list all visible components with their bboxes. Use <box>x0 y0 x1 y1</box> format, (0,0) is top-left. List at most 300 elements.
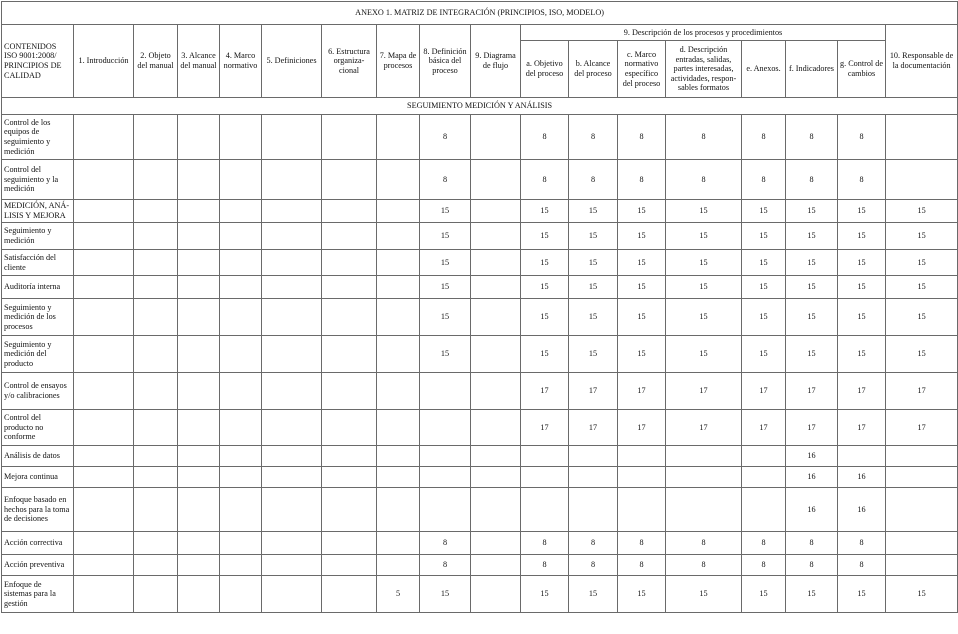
matrix-cell: 15 <box>666 576 742 613</box>
matrix-cell: 15 <box>420 223 471 250</box>
matrix-cell <box>74 373 134 410</box>
matrix-cell <box>377 532 420 555</box>
row-label: Seguimiento y medición de los procesos <box>2 299 74 336</box>
header-descripcion-procesos: 9. Descripción de los procesos y procedimientos <box>521 25 886 41</box>
matrix-cell: 15 <box>618 276 666 299</box>
matrix-cell <box>74 410 134 446</box>
matrix-cell <box>322 532 377 555</box>
matrix-cell <box>471 276 521 299</box>
matrix-cell: 15 <box>742 576 786 613</box>
table-row <box>2 223 958 250</box>
matrix-cell: 8 <box>569 115 618 160</box>
matrix-cell <box>178 576 220 613</box>
matrix-cell <box>742 446 786 467</box>
matrix-cell: 8 <box>786 555 838 576</box>
matrix-cell <box>377 410 420 446</box>
matrix-cell: 15 <box>569 336 618 373</box>
table-row <box>2 532 958 555</box>
matrix-cell <box>74 160 134 200</box>
row-label: Control de ensayos y/o calibraciones <box>2 373 74 410</box>
matrix-cell <box>886 160 958 200</box>
matrix-cell <box>178 276 220 299</box>
matrix-cell <box>74 488 134 532</box>
matrix-cell: 15 <box>521 336 569 373</box>
matrix-cell <box>886 488 958 532</box>
matrix-cell <box>471 467 521 488</box>
matrix-cell: 15 <box>618 223 666 250</box>
header-anexos: e. Anexos. <box>742 41 786 98</box>
matrix-cell <box>322 200 377 223</box>
row-label: Seguimiento y medición <box>2 223 74 250</box>
matrix-cell <box>569 446 618 467</box>
matrix-cell <box>74 532 134 555</box>
matrix-cell <box>178 115 220 160</box>
matrix-cell: 15 <box>786 336 838 373</box>
matrix-cell: 8 <box>786 115 838 160</box>
matrix-cell: 15 <box>886 336 958 373</box>
matrix-cell <box>322 446 377 467</box>
matrix-cell <box>220 467 262 488</box>
matrix-cell <box>178 410 220 446</box>
matrix-cell <box>569 488 618 532</box>
matrix-cell <box>220 115 262 160</box>
table-row <box>2 250 958 276</box>
matrix-cell <box>134 200 178 223</box>
matrix-cell <box>377 467 420 488</box>
matrix-cell: 17 <box>666 410 742 446</box>
matrix-cell: 15 <box>838 336 886 373</box>
matrix-cell: 15 <box>666 276 742 299</box>
matrix-cell <box>262 467 322 488</box>
matrix-cell: 15 <box>420 276 471 299</box>
matrix-cell: 8 <box>838 532 886 555</box>
row-label: Enfoque de sistemas para la gestión <box>2 576 74 613</box>
matrix-cell: 15 <box>666 336 742 373</box>
matrix-cell: 15 <box>742 223 786 250</box>
matrix-cell: 15 <box>569 299 618 336</box>
matrix-cell: 17 <box>786 373 838 410</box>
matrix-cell <box>322 336 377 373</box>
matrix-cell <box>74 576 134 613</box>
matrix-cell: 17 <box>618 410 666 446</box>
matrix-cell: 16 <box>786 446 838 467</box>
table-row <box>2 576 958 613</box>
row-label: Análisis de datos <box>2 446 74 467</box>
matrix-cell: 8 <box>786 532 838 555</box>
matrix-cell <box>178 373 220 410</box>
matrix-cell <box>420 410 471 446</box>
matrix-cell <box>666 488 742 532</box>
header-introduccion: 1. Introducción <box>74 25 134 98</box>
matrix-cell <box>134 250 178 276</box>
matrix-cell <box>618 446 666 467</box>
matrix-cell <box>178 446 220 467</box>
table-row <box>2 446 958 467</box>
table-row <box>2 467 958 488</box>
matrix-cell <box>471 532 521 555</box>
matrix-cell: 15 <box>420 299 471 336</box>
matrix-cell <box>134 299 178 336</box>
matrix-cell: 8 <box>666 115 742 160</box>
matrix-cell: 15 <box>569 276 618 299</box>
matrix-cell: 15 <box>886 200 958 223</box>
matrix-cell <box>377 115 420 160</box>
matrix-cell <box>471 115 521 160</box>
matrix-cell: 15 <box>666 200 742 223</box>
matrix-cell: 15 <box>838 250 886 276</box>
matrix-cell: 8 <box>569 555 618 576</box>
table-row <box>2 299 958 336</box>
matrix-cell: 15 <box>838 200 886 223</box>
matrix-cell <box>262 115 322 160</box>
matrix-cell <box>377 276 420 299</box>
matrix-cell: 15 <box>838 276 886 299</box>
matrix-cell <box>220 299 262 336</box>
matrix-cell: 15 <box>521 576 569 613</box>
matrix-cell <box>322 467 377 488</box>
header-alcance-manual: 3. Alcance del manual <box>178 25 220 98</box>
section-heading: SEGUIMIENTO MEDICIÓN Y ANÁLISIS <box>2 98 958 115</box>
matrix-cell: 8 <box>618 160 666 200</box>
matrix-cell <box>134 160 178 200</box>
matrix-cell <box>220 488 262 532</box>
matrix-cell <box>322 299 377 336</box>
matrix-cell: 15 <box>420 576 471 613</box>
matrix-cell: 16 <box>838 467 886 488</box>
matrix-cell: 15 <box>666 250 742 276</box>
matrix-cell <box>471 200 521 223</box>
matrix-cell <box>262 410 322 446</box>
matrix-cell <box>262 488 322 532</box>
matrix-cell: 8 <box>618 532 666 555</box>
matrix-cell <box>471 555 521 576</box>
matrix-cell: 15 <box>742 336 786 373</box>
matrix-cell <box>471 223 521 250</box>
matrix-cell: 8 <box>420 555 471 576</box>
matrix-cell: 8 <box>618 555 666 576</box>
matrix-cell: 15 <box>420 336 471 373</box>
matrix-cell: 15 <box>521 276 569 299</box>
matrix-cell: 15 <box>618 336 666 373</box>
matrix-cell: 8 <box>521 555 569 576</box>
matrix-cell <box>471 336 521 373</box>
table-row <box>2 336 958 373</box>
header-contents: CONTENIDOS ISO 9001:2008/ PRINCIPIOS DE CALIDAD <box>2 25 74 98</box>
matrix-cell: 8 <box>521 160 569 200</box>
matrix-cell <box>220 532 262 555</box>
matrix-cell <box>178 200 220 223</box>
matrix-cell <box>220 576 262 613</box>
matrix-cell: 8 <box>666 160 742 200</box>
matrix-cell <box>262 160 322 200</box>
header-diagrama-flujo: 9. Diagrama de flujo <box>471 25 521 98</box>
header-descripcion-entradas: d. Descripción entradas, salidas, partes interesadas, actividades, respon-sables formatos <box>666 41 742 98</box>
matrix-cell <box>377 446 420 467</box>
matrix-cell <box>377 223 420 250</box>
matrix-cell: 8 <box>420 115 471 160</box>
matrix-cell: 17 <box>838 373 886 410</box>
header-objetivo-proceso: a. Objetivo del proceso <box>521 41 569 98</box>
matrix-cell <box>569 467 618 488</box>
matrix-cell <box>377 299 420 336</box>
row-label: Acción preventiva <box>2 555 74 576</box>
matrix-cell: 8 <box>569 532 618 555</box>
row-label: Control del seguimiento y la medición <box>2 160 74 200</box>
matrix-cell <box>377 373 420 410</box>
matrix-cell <box>178 250 220 276</box>
matrix-cell <box>178 299 220 336</box>
matrix-cell: 8 <box>569 160 618 200</box>
matrix-cell <box>322 276 377 299</box>
matrix-cell: 17 <box>521 373 569 410</box>
matrix-cell: 15 <box>618 200 666 223</box>
matrix-cell: 15 <box>886 250 958 276</box>
row-label: Enfoque basado en hechos para la toma de decisiones <box>2 488 74 532</box>
matrix-cell <box>74 299 134 336</box>
matrix-cell <box>322 410 377 446</box>
matrix-cell <box>262 200 322 223</box>
matrix-cell <box>134 115 178 160</box>
matrix-cell: 5 <box>377 576 420 613</box>
matrix-cell <box>262 336 322 373</box>
matrix-cell: 15 <box>666 223 742 250</box>
matrix-cell <box>322 488 377 532</box>
matrix-cell <box>377 200 420 223</box>
header-mapa-procesos: 7. Mapa de procesos <box>377 25 420 98</box>
matrix-cell <box>220 200 262 223</box>
matrix-cell <box>322 115 377 160</box>
matrix-cell <box>134 576 178 613</box>
matrix-cell <box>134 532 178 555</box>
matrix-cell <box>322 160 377 200</box>
matrix-cell <box>134 555 178 576</box>
row-label: Seguimiento y medición del producto <box>2 336 74 373</box>
header-estructura-organizacional: 6. Estructura organiza-cional <box>322 25 377 98</box>
matrix-cell <box>471 160 521 200</box>
matrix-cell <box>666 446 742 467</box>
table-row <box>2 160 958 200</box>
matrix-cell <box>262 299 322 336</box>
matrix-cell <box>178 336 220 373</box>
matrix-cell <box>377 336 420 373</box>
matrix-cell <box>262 446 322 467</box>
matrix-cell: 15 <box>742 250 786 276</box>
table-row <box>2 373 958 410</box>
matrix-cell: 8 <box>786 160 838 200</box>
integration-matrix-table <box>1 1 958 613</box>
matrix-cell <box>618 467 666 488</box>
matrix-cell <box>262 555 322 576</box>
matrix-cell <box>74 223 134 250</box>
matrix-cell <box>886 467 958 488</box>
matrix-cell <box>322 373 377 410</box>
matrix-cell <box>262 576 322 613</box>
matrix-cell: 15 <box>742 276 786 299</box>
matrix-cell: 15 <box>786 200 838 223</box>
matrix-cell <box>134 467 178 488</box>
matrix-cell: 15 <box>521 223 569 250</box>
row-label: Acción correctiva <box>2 532 74 555</box>
matrix-cell: 8 <box>838 115 886 160</box>
matrix-cell <box>886 532 958 555</box>
matrix-cell <box>178 160 220 200</box>
row-label: Control del producto no conforme <box>2 410 74 446</box>
matrix-cell <box>471 299 521 336</box>
matrix-cell <box>74 467 134 488</box>
matrix-cell <box>471 488 521 532</box>
matrix-cell: 15 <box>569 576 618 613</box>
matrix-cell: 8 <box>420 532 471 555</box>
matrix-cell <box>471 446 521 467</box>
matrix-title: ANEXO 1. MATRIZ DE INTEGRACIÓN (PRINCIPIOS, ISO, MODELO) <box>2 2 958 25</box>
matrix-cell: 17 <box>569 410 618 446</box>
matrix-cell <box>134 446 178 467</box>
header-control-cambios: g. Control de cambios <box>838 41 886 98</box>
matrix-cell <box>886 555 958 576</box>
matrix-cell <box>74 446 134 467</box>
matrix-cell <box>618 488 666 532</box>
matrix-cell: 15 <box>886 223 958 250</box>
row-label: Auditoría interna <box>2 276 74 299</box>
matrix-cell: 15 <box>569 250 618 276</box>
matrix-cell <box>74 250 134 276</box>
matrix-cell: 15 <box>742 200 786 223</box>
matrix-cell <box>220 336 262 373</box>
matrix-cell: 8 <box>521 532 569 555</box>
matrix-cell: 15 <box>786 576 838 613</box>
matrix-cell: 15 <box>420 200 471 223</box>
matrix-cell <box>742 467 786 488</box>
header-responsable: 10. Responsable de la documentación <box>886 25 958 98</box>
table-row <box>2 200 958 223</box>
matrix-cell <box>220 373 262 410</box>
row-label: Mejora continua <box>2 467 74 488</box>
matrix-cell: 17 <box>569 373 618 410</box>
matrix-cell: 15 <box>742 299 786 336</box>
matrix-cell <box>471 250 521 276</box>
matrix-cell: 15 <box>521 250 569 276</box>
matrix-cell <box>521 446 569 467</box>
matrix-cell: 17 <box>886 373 958 410</box>
matrix-cell: 8 <box>742 555 786 576</box>
matrix-cell: 15 <box>886 576 958 613</box>
matrix-cell <box>220 555 262 576</box>
matrix-cell <box>178 555 220 576</box>
matrix-cell <box>74 115 134 160</box>
matrix-cell: 8 <box>420 160 471 200</box>
matrix-cell: 15 <box>786 250 838 276</box>
matrix-cell: 15 <box>838 223 886 250</box>
matrix-cell <box>74 276 134 299</box>
table-row <box>2 555 958 576</box>
matrix-cell: 8 <box>742 115 786 160</box>
matrix-cell <box>377 488 420 532</box>
matrix-cell <box>420 446 471 467</box>
matrix-cell <box>262 373 322 410</box>
matrix-cell: 8 <box>742 532 786 555</box>
matrix-cell <box>134 410 178 446</box>
matrix-cell <box>178 532 220 555</box>
matrix-cell: 15 <box>838 576 886 613</box>
matrix-cell: 17 <box>742 410 786 446</box>
matrix-cell <box>74 200 134 223</box>
matrix-cell: 15 <box>420 250 471 276</box>
matrix-cell <box>220 223 262 250</box>
matrix-cell: 17 <box>521 410 569 446</box>
matrix-cell <box>377 250 420 276</box>
matrix-cell: 17 <box>742 373 786 410</box>
matrix-cell: 17 <box>786 410 838 446</box>
matrix-cell <box>471 576 521 613</box>
matrix-cell <box>471 410 521 446</box>
table-row <box>2 488 958 532</box>
matrix-cell <box>262 276 322 299</box>
matrix-cell <box>322 223 377 250</box>
header-definiciones: 5. Definiciones <box>262 25 322 98</box>
matrix-cell <box>134 488 178 532</box>
matrix-cell: 15 <box>521 299 569 336</box>
matrix-cell: 8 <box>666 555 742 576</box>
matrix-cell <box>886 446 958 467</box>
header-definicion-basica: 8. Definición básica del proceso <box>420 25 471 98</box>
matrix-cell: 15 <box>886 299 958 336</box>
matrix-cell <box>220 410 262 446</box>
matrix-cell <box>178 223 220 250</box>
matrix-cell <box>742 488 786 532</box>
matrix-cell <box>886 115 958 160</box>
matrix-cell <box>220 276 262 299</box>
matrix-cell <box>838 446 886 467</box>
matrix-cell: 16 <box>786 488 838 532</box>
matrix-cell: 17 <box>618 373 666 410</box>
matrix-cell <box>521 488 569 532</box>
table-row <box>2 276 958 299</box>
matrix-cell: 15 <box>618 299 666 336</box>
matrix-cell <box>178 467 220 488</box>
matrix-cell <box>178 488 220 532</box>
table-row <box>2 410 958 446</box>
matrix-cell <box>220 250 262 276</box>
matrix-cell <box>420 373 471 410</box>
matrix-cell <box>420 488 471 532</box>
matrix-cell <box>74 555 134 576</box>
matrix-cell <box>262 250 322 276</box>
matrix-cell: 8 <box>666 532 742 555</box>
matrix-cell: 17 <box>838 410 886 446</box>
matrix-cell <box>134 373 178 410</box>
matrix-cell: 8 <box>838 160 886 200</box>
matrix-cell: 15 <box>786 276 838 299</box>
matrix-cell <box>521 467 569 488</box>
matrix-cell <box>134 223 178 250</box>
matrix-cell <box>322 250 377 276</box>
matrix-cell: 15 <box>569 200 618 223</box>
matrix-cell <box>74 336 134 373</box>
matrix-cell <box>262 532 322 555</box>
matrix-cell: 15 <box>618 576 666 613</box>
matrix-cell <box>666 467 742 488</box>
matrix-cell <box>262 223 322 250</box>
matrix-cell <box>322 576 377 613</box>
matrix-cell <box>134 336 178 373</box>
header-objeto-manual: 2. Objeto del manual <box>134 25 178 98</box>
matrix-cell <box>377 555 420 576</box>
header-marco-especifico: c. Marco normativo específico del proceso <box>618 41 666 98</box>
matrix-cell: 15 <box>521 200 569 223</box>
matrix-cell <box>471 373 521 410</box>
row-label: MEDICIÓN, ANÁ-LISIS Y MEJORA <box>2 200 74 223</box>
matrix-cell: 15 <box>618 250 666 276</box>
